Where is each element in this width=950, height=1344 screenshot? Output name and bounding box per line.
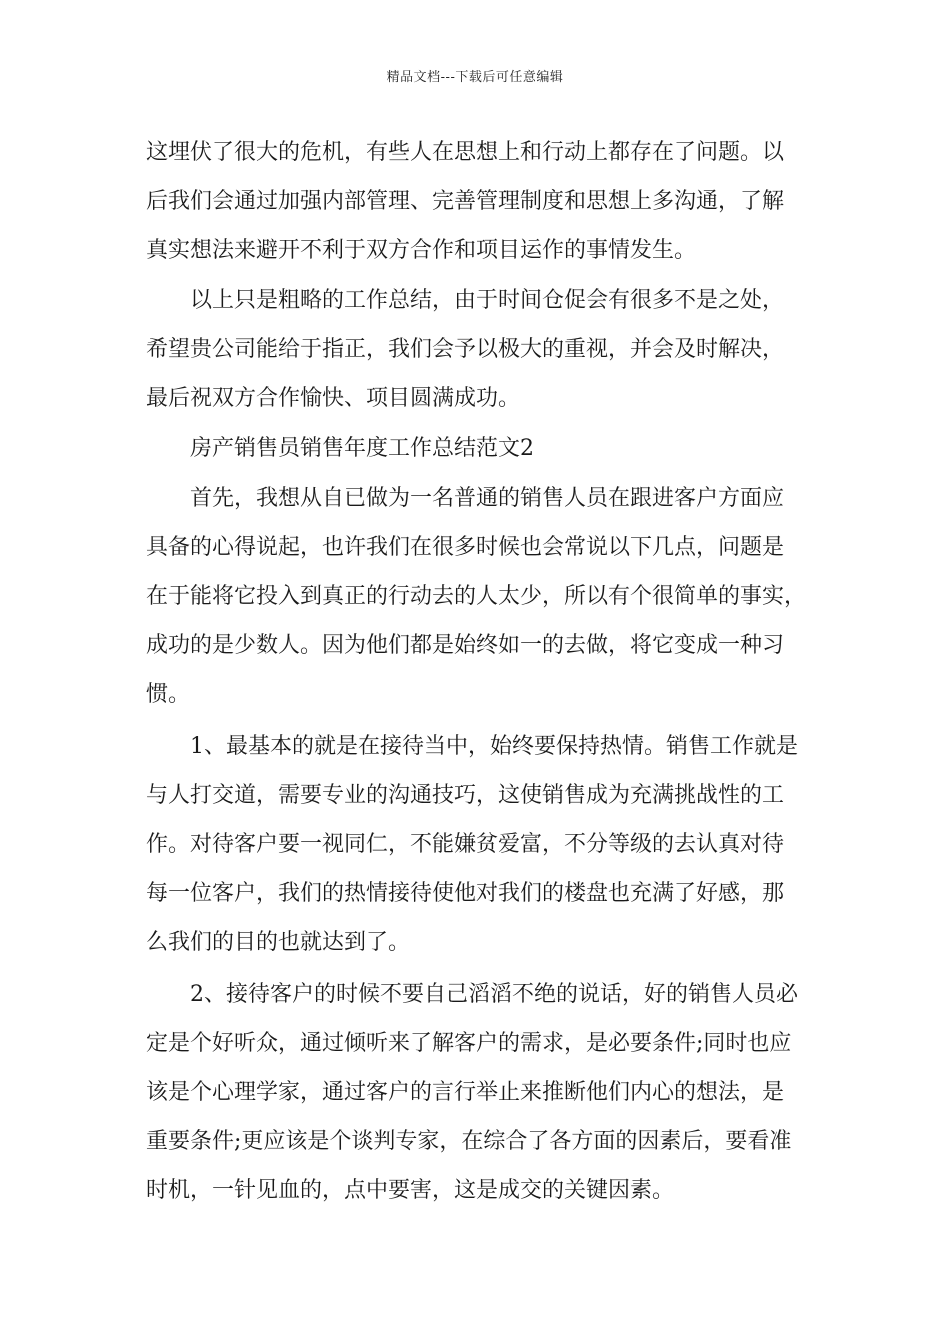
text-line: 该是个心理学家，通过客户的言行举止来推断他们内心的想法，是 <box>146 1080 785 1105</box>
text-line: 1、最基本的就是在接待当中，始终要保持热情。销售工作就是 <box>190 734 798 759</box>
text-line: 最后祝双方合作愉快、项目圆满成功。 <box>146 386 521 411</box>
text-line: 首先，我想从自已做为一名普通的销售人员在跟进客户方面应 <box>190 486 785 511</box>
text-line: 惯。 <box>146 682 191 707</box>
text-line: 定是个好听众，通过倾听来了解客户的需求，是必要条件;同时也应 <box>146 1031 792 1056</box>
text-line: 真实想法来避开不利于双方合作和项目运作的事情发生。 <box>146 238 697 263</box>
text-line: 2、接待客户的时候不要自己滔滔不绝的说话，好的销售人员必 <box>190 982 798 1007</box>
page-header: 精品文档---下载后可任意编辑 <box>386 70 564 85</box>
text-line: 以上只是粗略的工作总结，由于时间仓促会有很多不是之处， <box>190 288 785 313</box>
paragraph-5 <box>146 970 806 1215</box>
text-line: 后我们会通过加强内部管理、完善管理制度和思想上多沟通，了解 <box>146 189 785 214</box>
text-line: 希望贵公司能给于指正，我们会予以极大的重视，并会及时解决， <box>146 337 785 362</box>
paragraph-2 <box>146 276 806 423</box>
text-line: 每一位客户，我们的热情接待使他对我们的楼盘也充满了好感，那 <box>146 881 785 906</box>
text-line: 与人打交道，需要专业的沟通技巧，这使销售成为充满挑战性的工 <box>146 783 785 808</box>
text-line: 么我们的目的也就达到了。 <box>146 930 411 955</box>
text-line: 在于能将它投入到真正的行动去的人太少，所以有个很简单的事实， <box>146 584 807 609</box>
paragraph-1 <box>146 128 806 275</box>
paragraph-3 <box>146 474 806 719</box>
text-line: 具备的心得说起，也许我们在很多时候也会常说以下几点，问题是 <box>146 535 785 560</box>
heading-text: 房产销售员销售年度工作总结范文2 <box>190 436 534 461</box>
text-line: 重要条件;更应该是个谈判专家，在综合了各方面的因素后，要看准 <box>146 1129 792 1154</box>
paragraph-4 <box>146 722 806 967</box>
text-line: 成功的是少数人。因为他们都是始终如一的去做，将它变成一种习 <box>146 633 785 658</box>
text-line: 这埋伏了很大的危机，有些人在思想上和行动上都存在了问题。以 <box>146 140 785 165</box>
text-line: 时机，一针见血的，点中要害，这是成交的关键因素。 <box>146 1178 675 1203</box>
text-line: 作。对待客户要一视同仁，不能嫌贫爱富，不分等级的去认真对待 <box>146 832 785 857</box>
section-heading <box>146 424 806 473</box>
